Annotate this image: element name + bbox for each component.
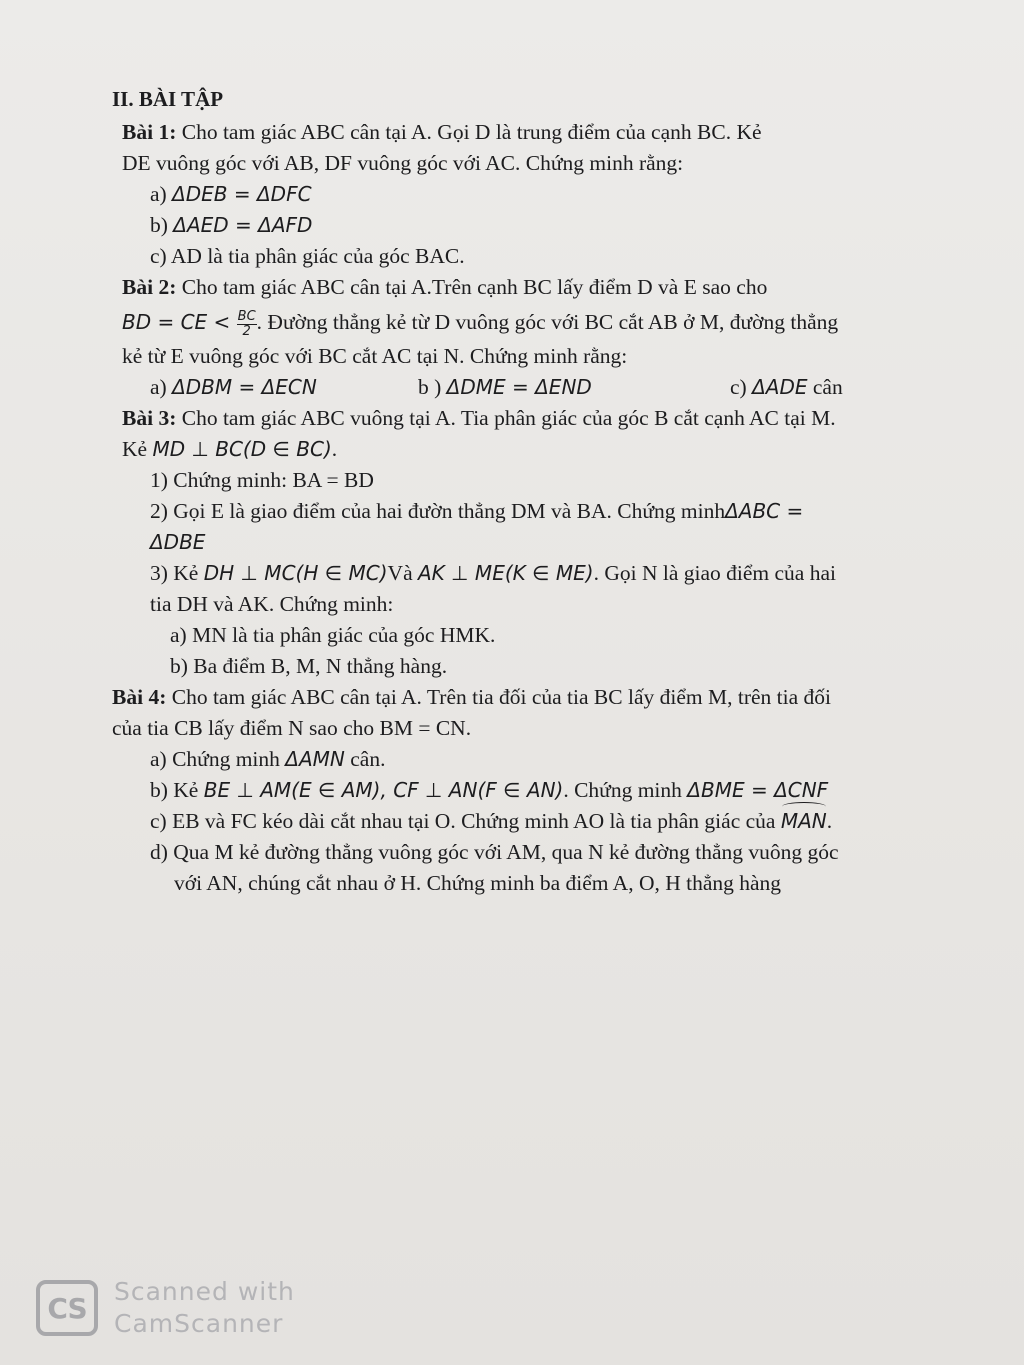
exercise-2-line-2-rest: . Đường thẳng kẻ từ D vuông góc với BC cắt AB ở M, đường thẳng bbox=[256, 310, 839, 334]
exercise-3-item-2-cont bbox=[112, 527, 942, 558]
exercise-3-label: Bài 3: bbox=[122, 406, 177, 430]
angle-math-expression: MAN bbox=[781, 806, 827, 837]
math-expression: MD ⊥ BC(D ∈ BC) bbox=[152, 437, 332, 461]
math-expression: AK ⊥ ME(K ∈ ME) bbox=[418, 561, 594, 585]
part-text: cân bbox=[807, 375, 843, 399]
exercise-3-line-2 bbox=[112, 434, 942, 465]
exercise-2-line-2 bbox=[112, 303, 942, 341]
section-heading: II. BÀI TẬP bbox=[112, 87, 224, 111]
exercise-1-line-2: DE vuông góc với AB, DF vuông góc với AC. Chứng minh rằng: bbox=[122, 151, 684, 175]
exercise-3-sub-a: a) MN là tia phân giác của góc HMK. bbox=[170, 623, 496, 647]
exercise-4-part-d-cont: với AN, chúng cắt nhau ở H. Chứng minh ba điểm A, O, H thẳng hàng bbox=[174, 871, 782, 895]
exercise-1-label: Bài 1: bbox=[122, 120, 177, 144]
exercise-4-label: Bài 4: bbox=[112, 685, 167, 709]
part-label: a) bbox=[150, 182, 173, 206]
fraction-numerator: BC bbox=[237, 308, 256, 324]
math-expression: ΔADE bbox=[752, 375, 808, 399]
exercise-2-part-c bbox=[730, 372, 843, 403]
line-text: . bbox=[331, 437, 338, 461]
exercise-1 bbox=[112, 117, 942, 272]
exercise-4-part-d: d) Qua M kẻ đường thẳng vuông góc với AM, qua N kẻ đường thẳng vuông góc bbox=[150, 840, 839, 864]
exercise-2-label: Bài 2: bbox=[122, 275, 177, 299]
exercise-2-parts bbox=[112, 372, 942, 403]
part-label: c) bbox=[730, 375, 753, 399]
exercise-4-part-c bbox=[112, 806, 942, 837]
line-text: a) Chứng minh bbox=[150, 747, 286, 771]
line-text: . Chứng minh bbox=[563, 778, 688, 802]
exercise-3-item-1: 1) Chứng minh: BA = BD bbox=[150, 468, 374, 492]
line-text: cân. bbox=[344, 747, 386, 771]
exercise-4-part-a bbox=[112, 744, 942, 775]
part-label: a) bbox=[150, 375, 173, 399]
exercise-4-line-1: Cho tam giác ABC cân tại A. Trên tia đối của tia BC lấy điểm M, trên tia đối bbox=[166, 685, 831, 709]
exercise-2-line-1: Cho tam giác ABC cân tại A.Trên cạnh BC lấy điểm D và E sao cho bbox=[176, 275, 768, 299]
exercise-3 bbox=[112, 403, 942, 682]
watermark-text bbox=[114, 1276, 295, 1340]
exercise-3-sub-b: b) Ba điểm B, M, N thẳng hàng. bbox=[170, 654, 448, 678]
math-expression: ΔDBM = ΔECN bbox=[172, 375, 317, 399]
line-text: Và bbox=[387, 561, 418, 585]
watermark-line-1: Scanned with bbox=[114, 1277, 295, 1306]
line-text: Kẻ bbox=[122, 437, 153, 461]
exercise-1-part-b bbox=[112, 210, 942, 241]
exercise-1-part-c: c) AD là tia phân giác của góc BAC. bbox=[150, 244, 465, 268]
line-text: . Gọi N là giao điểm của hai bbox=[593, 561, 836, 585]
math-expression: DH ⊥ MC(H ∈ MC) bbox=[203, 561, 388, 585]
math-expression: ΔAMN bbox=[285, 747, 345, 771]
math-expression: ΔDME = ΔEND bbox=[446, 375, 592, 399]
watermark-line-2: CamScanner bbox=[114, 1309, 284, 1338]
exercise-4-part-b bbox=[112, 775, 942, 806]
math-expression: ΔABC = bbox=[725, 499, 804, 523]
exercise-1-line-1: Cho tam giác ABC cân tại A. Gọi D là trung điểm của cạnh BC. Kẻ bbox=[176, 120, 762, 144]
exercise-3-item-3-cont: tia DH và AK. Chứng minh: bbox=[150, 592, 394, 616]
math-expression: ΔDBE bbox=[150, 530, 206, 554]
math-expression: BE ⊥ AM(E ∈ AM), CF ⊥ AN(F ∈ AN) bbox=[203, 778, 564, 802]
exercise-4-line-2: của tia CB lấy điểm N sao cho BM = CN. bbox=[112, 716, 472, 740]
fraction bbox=[237, 310, 257, 339]
math-expression: ΔBME = ΔCNF bbox=[687, 778, 829, 802]
exercise-3-item-3 bbox=[112, 558, 942, 589]
math-expression: BD = CE < bbox=[122, 310, 237, 334]
math-expression: ΔDEB = ΔDFC bbox=[172, 182, 312, 206]
exercise-2-part-a bbox=[112, 372, 418, 403]
line-text: 3) Kẻ bbox=[150, 561, 204, 585]
part-label: b ) bbox=[418, 375, 447, 399]
line-text: b) Kẻ bbox=[150, 778, 204, 802]
exercise-3-item-2 bbox=[112, 496, 942, 527]
exercise-4 bbox=[112, 682, 942, 899]
part-label: b) bbox=[150, 213, 174, 237]
line-text: c) EB và FC kéo dài cắt nhau tại O. Chứng minh AO là tia phân giác của bbox=[150, 809, 781, 833]
exercise-2 bbox=[112, 272, 942, 403]
exercise-2-part-b bbox=[418, 372, 730, 403]
exercise-2-line-3: kẻ từ E vuông góc với BC cắt AC tại N. Chứng minh rằng: bbox=[122, 344, 628, 368]
exercise-1-part-a bbox=[112, 179, 942, 210]
line-text: . bbox=[826, 809, 833, 833]
fraction-denominator: 2 bbox=[242, 323, 251, 339]
exercise-3-line-1: Cho tam giác ABC vuông tại A. Tia phân giác của góc B cắt cạnh AC tại M. bbox=[176, 406, 836, 430]
line-text: 2) Gọi E là giao điểm của hai đườn thẳng DM và BA. Chứng minh bbox=[150, 499, 726, 523]
math-expression: ΔAED = ΔAFD bbox=[173, 213, 313, 237]
camscanner-logo-icon: CS bbox=[36, 1280, 98, 1336]
exercise-content bbox=[112, 84, 942, 899]
camscanner-watermark bbox=[36, 1276, 306, 1342]
